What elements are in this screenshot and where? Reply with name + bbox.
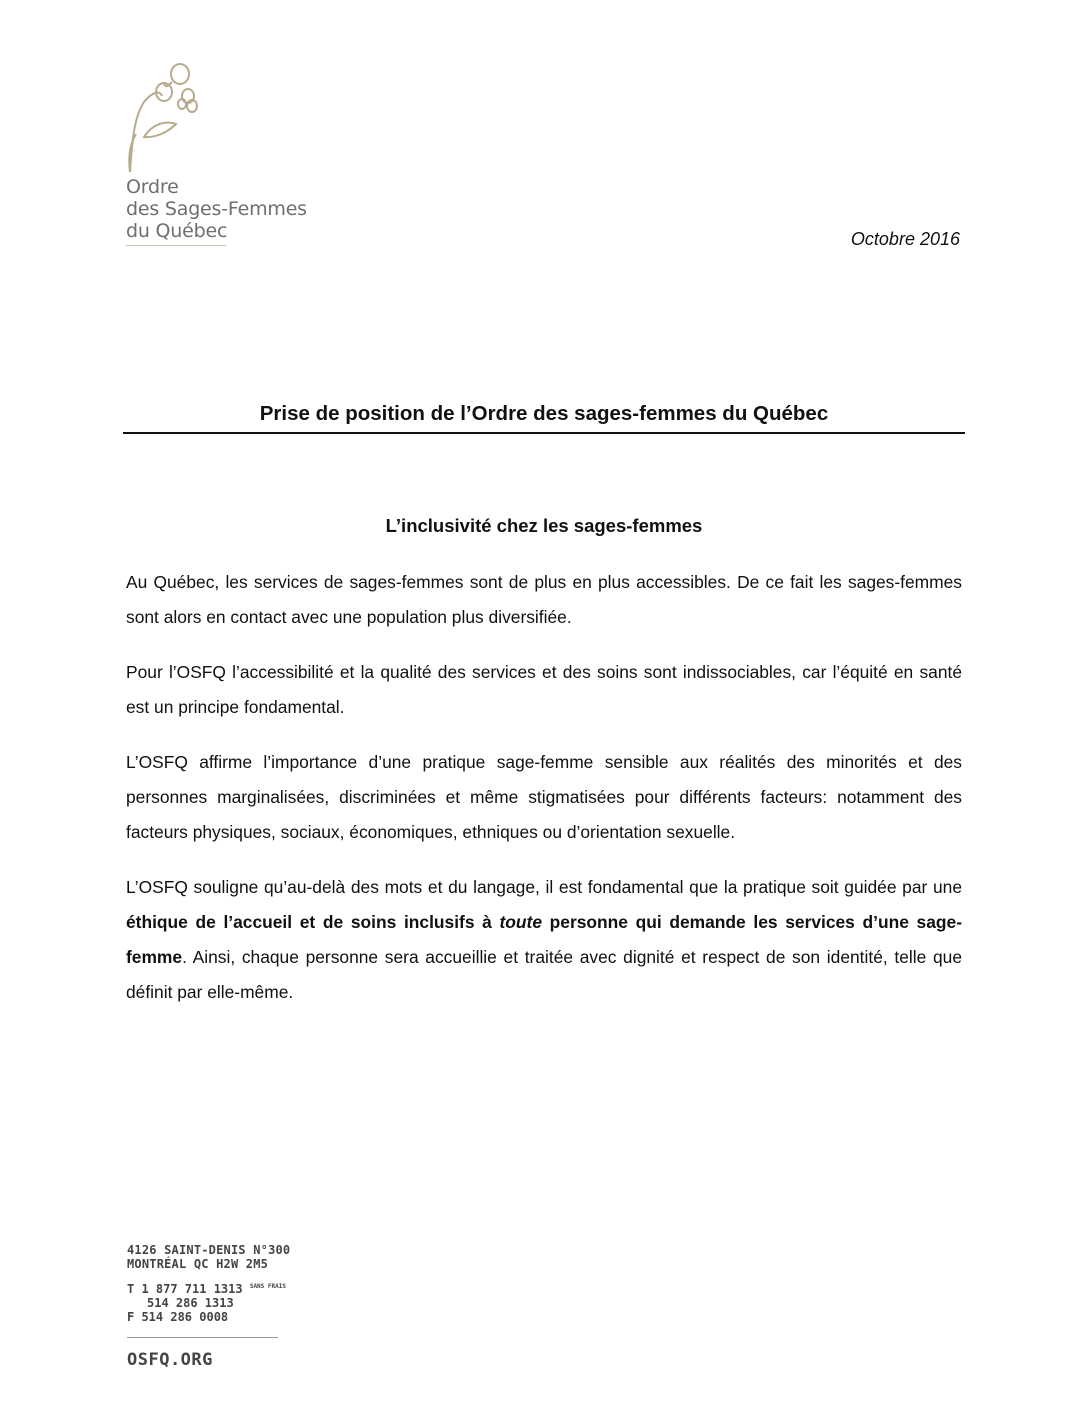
- organization-name-line1: Ordre: [126, 176, 179, 198]
- paragraph-4-text-a: L’OSFQ souligne qu’au-delà des mots et du langage, il est fondamental que la pratique soit guidée par une: [126, 877, 962, 897]
- tollfree-label: SANS FRAIS: [249, 1283, 286, 1290]
- paragraph-4: [126, 870, 962, 1010]
- paragraph-1: Au Québec, les services de sages-femmes sont de plus en plus accessibles. De ce fait les sages-femmes sont alors en contact avec une population plus diversifiée.: [126, 572, 962, 627]
- footer-contact: [127, 1243, 290, 1324]
- website-link[interactable]: OSFQ.ORG: [127, 1350, 213, 1370]
- organization-name-line2: des Sages-Femmes: [126, 198, 307, 220]
- phone-local: 514 286 1313: [147, 1296, 234, 1310]
- document-title: Prise de position de l’Ordre des sages-femmes du Québec: [259, 402, 829, 425]
- paragraph-4-bold-b: personne qui demande les services d’une sage-femme: [126, 912, 962, 967]
- document-body: [126, 565, 962, 1030]
- logo-mark-icon: [122, 62, 212, 174]
- organization-name: [126, 176, 307, 242]
- paragraph-3: L’OSFQ affirme l’importance d’une pratique sage-femme sensible aux réalités des minorités et des personnes marginalisées, discriminées et même stigmatisées pour différents facteurs: notamment des facteurs physiques, sociaux, économiques, ethniques ou d’orientation sexuelle.: [126, 752, 962, 842]
- paragraph-2: Pour l’OSFQ l’accessibilité et la qualité des services et des soins sont indissociables, car l’équité en santé est un principe fondamental.: [126, 662, 962, 717]
- phone-tollfree: T 1 877 711 1313: [127, 1282, 243, 1296]
- logo-divider: [126, 245, 226, 246]
- paragraph-4-text-b: . Ainsi, chaque personne sera accueillie et traitée avec dignité et respect de son identité, telle que définit par elle-même.: [126, 947, 962, 1002]
- title-divider: [123, 432, 965, 434]
- address-line-1: 4126 SAINT-DENIS N°300: [127, 1243, 291, 1257]
- footer-address: [127, 1243, 290, 1271]
- paragraph-4-bold-a: éthique de l’accueil et de soins inclusifs à: [126, 912, 500, 932]
- paragraph-4-bold-italic: toute: [499, 912, 543, 932]
- footer-phones: [127, 1280, 290, 1324]
- fax-number: F 514 286 0008: [127, 1310, 229, 1324]
- organization-name-line3: du Québec: [126, 220, 228, 242]
- address-line-2: MONTRÉAL QC H2W 2M5: [127, 1257, 269, 1271]
- document-date: Octobre 2016: [850, 229, 960, 249]
- section-subtitle: L’inclusivité chez les sages-femmes: [385, 515, 703, 536]
- footer-divider: [127, 1337, 278, 1338]
- organization-logo: [122, 62, 332, 252]
